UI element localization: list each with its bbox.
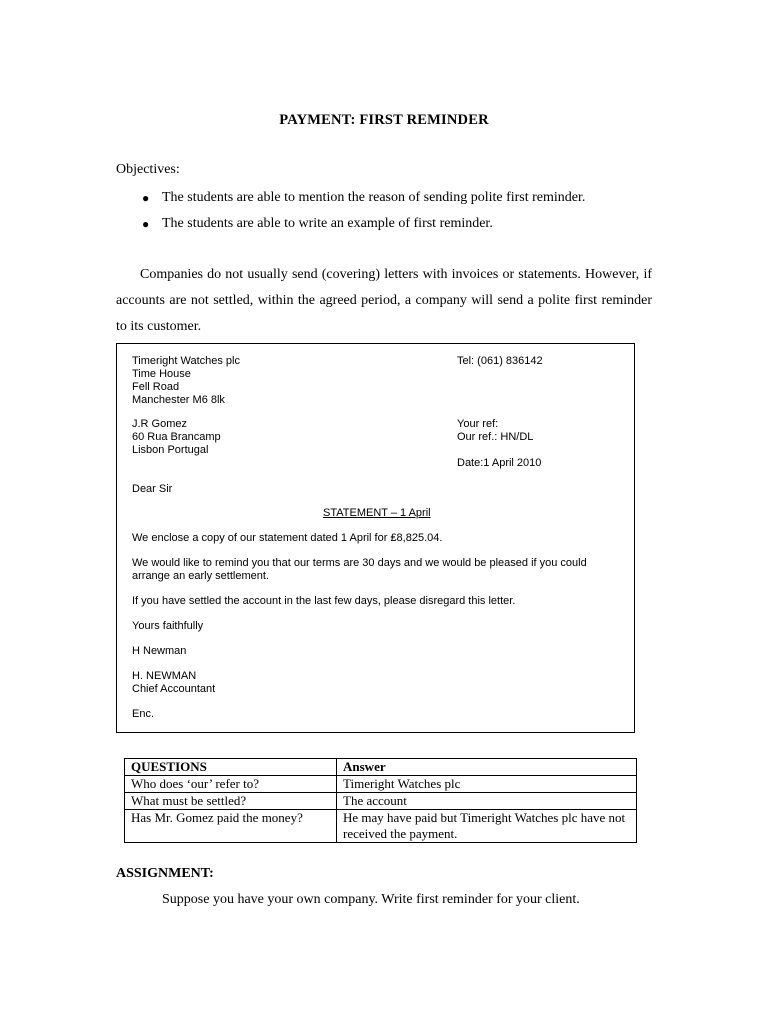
sender-line: Fell Road xyxy=(132,381,180,393)
letter-date: Date:1 April 2010 xyxy=(457,457,542,469)
objective-text: The students are able to mention the reason of sending polite first reminder. xyxy=(162,190,586,205)
assignment-text: Suppose you have your own company. Write first reminder for your client. xyxy=(162,892,580,907)
answer-cell: The account xyxy=(337,793,637,810)
question-cell: Has Mr. Gomez paid the money? xyxy=(125,810,337,843)
objective-item xyxy=(116,214,676,240)
letter-closing: Yours faithfully xyxy=(132,620,204,632)
signer-title: Chief Accountant xyxy=(132,683,216,695)
objectives-list xyxy=(116,188,676,240)
sender-line: Time House xyxy=(132,368,191,380)
answer-cell: Timeright Watches plc xyxy=(337,776,637,793)
letter-paragraph: If you have settled the account in the last few days, please disregard this letter. xyxy=(132,595,516,607)
bullet-icon: ● xyxy=(142,217,150,231)
table-header-row xyxy=(125,759,637,776)
letter-paragraph: We enclose a copy of our statement dated 1 April for ₤8,825.04. xyxy=(132,532,443,544)
intro-text: Companies do not usually send (covering) letters with invoices or statements. However, if accounts are not settled, within the agreed period, a company will send a polite first reminder to its customer. xyxy=(116,267,652,334)
recipient-line: 60 Rua Brancamp xyxy=(132,431,221,443)
objective-item xyxy=(116,188,676,214)
page-title: PAYMENT: FIRST REMINDER xyxy=(279,112,489,128)
sender-line: Manchester M6 8lk xyxy=(132,394,225,406)
intro-paragraph xyxy=(116,262,652,340)
salutation: Dear Sir xyxy=(132,483,173,495)
table-row xyxy=(125,793,637,810)
signer-name: H. NEWMAN xyxy=(132,670,197,682)
letter-signature: H Newman xyxy=(132,645,187,657)
letter-paragraph: arrange an early settlement. xyxy=(132,570,269,582)
table-row xyxy=(125,776,637,793)
qa-table xyxy=(124,758,637,843)
enclosure-note: Enc. xyxy=(132,708,155,720)
recipient-line: Lisbon Portugal xyxy=(132,444,209,456)
letter-box xyxy=(116,343,635,733)
letter-subject: STATEMENT – 1 April xyxy=(323,507,431,519)
table-header: Answer xyxy=(337,759,637,776)
question-cell: Who does ‘our’ refer to? xyxy=(125,776,337,793)
objective-text: The students are able to write an example of first reminder. xyxy=(162,216,493,231)
your-reference: Your ref: xyxy=(457,418,499,430)
our-reference: Our ref.: HN/DL xyxy=(457,431,534,443)
recipient-line: J.R Gomez xyxy=(132,418,188,430)
table-header: QUESTIONS xyxy=(125,759,337,776)
bullet-icon: ● xyxy=(142,191,150,205)
objectives-label: Objectives: xyxy=(116,162,180,177)
answer-cell: He may have paid but Timeright Watches plc have not received the payment. xyxy=(337,810,637,843)
sender-line: Timeright Watches plc xyxy=(132,355,240,367)
question-cell: What must be settled? xyxy=(125,793,337,810)
assignment-heading: ASSIGNMENT: xyxy=(116,866,214,881)
table-row xyxy=(125,810,637,843)
sender-telephone: Tel: (061) 836142 xyxy=(457,355,543,367)
letter-paragraph: We would like to remind you that our terms are 30 days and we would be pleased if you could xyxy=(132,557,587,569)
